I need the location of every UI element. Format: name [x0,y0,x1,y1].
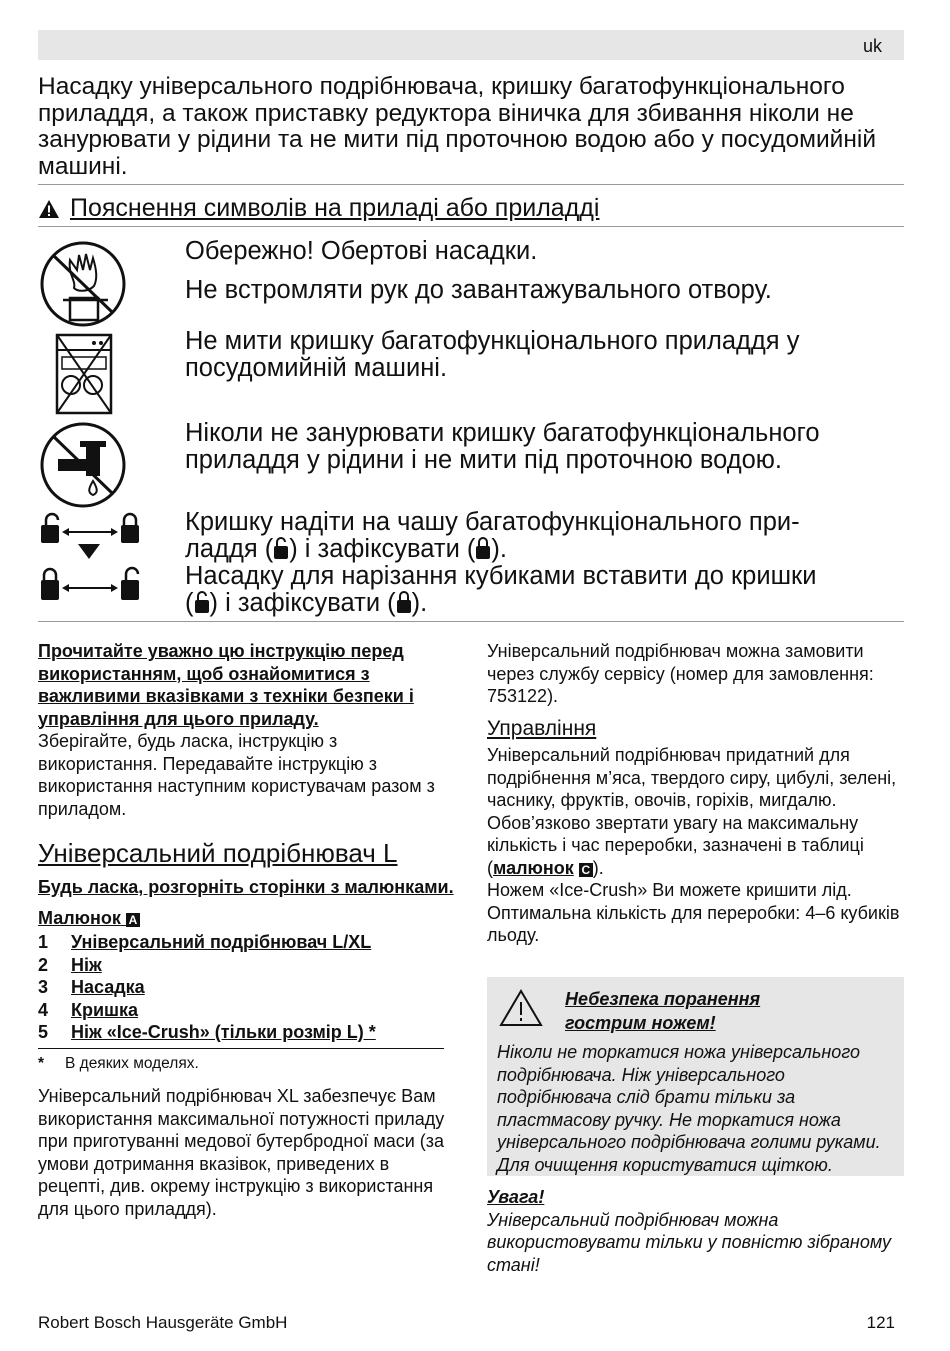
no-hands-rotating-attachments-icon [38,240,128,328]
no-running-water-icon [38,421,128,509]
footnote-divider [38,1048,444,1049]
divider [38,184,904,185]
footer-company: Robert Bosch Hausgeräte GmbH [38,1313,288,1332]
list-item: 4 Кришка [38,999,139,1020]
left-column [38,640,458,1220]
footnote: * В деяких моделях. [38,1054,199,1072]
list-item: 3 Насадка [38,977,145,997]
right-column [487,640,907,947]
xl-description: Універсальний подрібнювач XL забезпечує Вам використання максимальної потужності приладу при приготуванні медової бутербродної маси (за умови дотримання вказівок, приведених в рецепті, див. окрему інструкцію з використання для цього приладдя). [38,1086,445,1219]
lock-dice-insert-icon [38,566,142,606]
symbol-text-1: Обережно! Обертові насадки. Не встромляти рук до завантажувального отвору. [185,237,772,304]
figure-letter-badge: C [579,863,593,877]
read-instructions-note: Прочитайте уважно цю інструкцію перед використанням, щоб ознайомитися з важливими вказівками з техніки безпеки і управління для цього приладу. [38,641,414,729]
parts-list [38,931,458,1044]
divider [38,226,904,227]
symbols-title: Пояснення символів на приладі або приладді [70,194,600,222]
divider [38,621,904,622]
language-code: uk [862,36,882,56]
figure-reference: Малюнок A [38,907,458,930]
intro-paragraph: Насадку універсального подрібнювача, кришку багатофункціонального приладдя, а також приставку редуктора віничка для збивання ніколи не занурювати у рідини та не мити під проточною водою або у посудомийній машині. [38,73,877,180]
list-item: 2 Ніж [38,954,102,975]
figure-letter-badge: A [126,913,140,927]
symbol-text-5: Насадку для нарізання кубиками вставити до кришки ( ) і зафіксувати ( ). [185,562,817,617]
unlocked-padlock-icon [273,536,289,560]
list-item: 1 Універсальний подрібнювач L/XL [38,932,372,952]
attention-title: Увага! [487,1187,545,1207]
max-quantity-text: Обов’язково звертати увагу на максимальну кількість і час переробки, зазначені в таблиці (малюнок C ). [487,812,864,878]
lock-cover-icon [38,511,142,561]
warning-text: Ніколи не торкатися ножа універсального подрібнювача. Ніж універсального подрібнювача слід брати тільки за пластмасову ручку. Не торкатися ножа універсального подрібнювача голими руками. Для очищення користуватися щіткою. [497,1042,881,1175]
unfold-pages-note: Будь ласка, розгорніть сторінки з малюнками. [38,877,454,897]
language-header-bar [38,30,904,60]
warning-triangle-icon [499,989,543,1027]
no-dishwasher-icon [54,332,114,416]
locked-padlock-icon [396,590,412,614]
locked-padlock-icon [475,536,491,560]
attention-text: Універсальний подрібнювач можна використовувати тільки у повністю зібраному стані! [487,1209,891,1275]
control-heading: Управління [487,716,597,740]
warning-box [487,977,904,1176]
warning-title: Небезпека поранення гострим ножем! [565,989,761,1033]
page-number: 121 [866,1313,895,1332]
attention-note [487,1186,907,1276]
order-note: Універсальний подрібнювач можна замовити через службу сервісу (номер для замовлення: 753122). [487,641,874,706]
list-item: 5 Ніж «Ice-Crush» (тільки розмір L) * [38,1022,376,1042]
symbol-text-2: Не мити кришку багатофункціонального приладдя у посудомийній машині. [185,327,800,382]
control-text: Універсальний подрібнювач придатний для подрібнення м’яса, твердого сиру, цибулі, зелені, часнику, фруктів, овочів, горіхів, мигдалю. [487,745,897,810]
keep-instructions-note: Зберігайте, будь ласка, інструкцію з використання. Передавайте інструкцію з використання наступним користувачам разом з приладом. [38,731,435,819]
symbols-heading [38,194,599,223]
warning-triangle-icon [38,199,60,219]
section-title: Універсальний подрібнювач L [38,838,398,868]
symbol-text-4: Кришку надіти на чашу багатофункціонального при- ладдя ( ) і зафіксувати ( ). [185,508,800,563]
unlocked-padlock-icon [194,590,210,614]
ice-crush-text: Ножем «Ice-Crush» Ви можете кришити лід. Оптимальна кількість для переробки: 4–6 кубиків льоду. [487,880,900,945]
symbol-text-3: Ніколи не занурювати кришку багатофункціонального приладдя у рідини і не мити під проточною водою. [185,419,820,474]
